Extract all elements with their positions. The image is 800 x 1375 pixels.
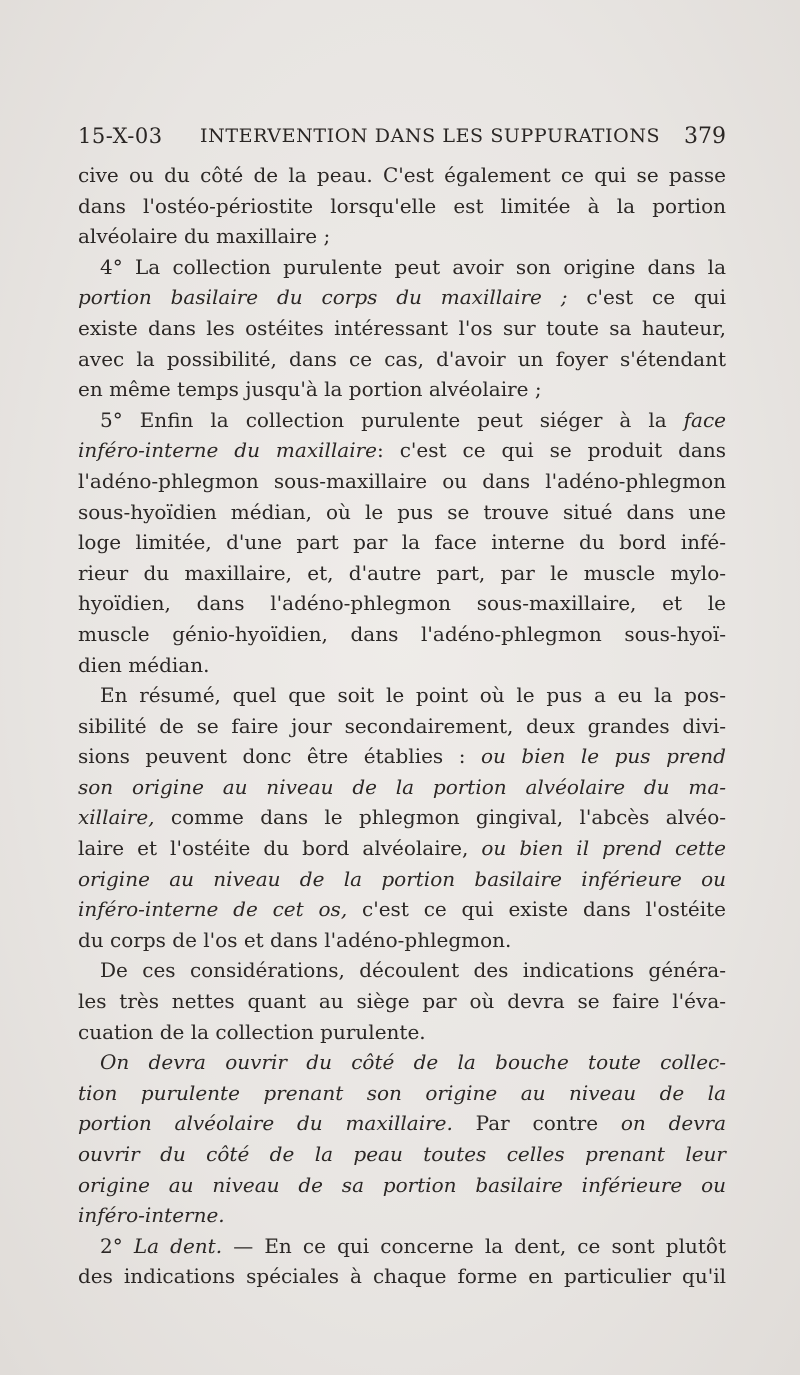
- text-line: des indications spéciales à chaque forme en particulier qu'il: [78, 1264, 726, 1289]
- italic-span: origine au niveau de sa portion basilaire inférieure ou: [78, 1172, 726, 1197]
- text-line: [78, 1108, 726, 1139]
- signature-mark: 15-X-03: [78, 124, 163, 148]
- italic-span: inféro-interne de cet os,: [78, 897, 348, 922]
- roman-span: laire et l'ostéite du bord alvéolaire,: [78, 836, 482, 861]
- text-line: [78, 282, 726, 313]
- text-line: [78, 1170, 726, 1201]
- text-line: [78, 833, 726, 864]
- roman-span: — En ce qui concerne la dent, ce sont plutôt: [222, 1233, 726, 1258]
- italic-span: inféro-interne.: [78, 1203, 225, 1228]
- text-line: existe dans les ostéites intéressant l'os sur toute sa hauteur,: [78, 315, 726, 340]
- text-line: [78, 1231, 726, 1262]
- roman-span: 2°: [100, 1233, 134, 1258]
- roman-span: c'est ce qui: [567, 285, 726, 310]
- text-line: avec la possibilité, dans ce cas, d'avoir un foyer s'étendant: [78, 346, 726, 371]
- text-line: sibilité de se faire jour secondairement, deux grandes divi-: [78, 713, 726, 738]
- text-line: 4° La collection purulente peut avoir son origine dans la: [100, 254, 726, 279]
- text-line: dien médian.: [78, 652, 210, 677]
- text-line: De ces considérations, découlent des indications généra-: [100, 958, 726, 983]
- text-line: cuation de la collection purulente.: [78, 1019, 426, 1044]
- text-line: [78, 1078, 726, 1109]
- text-line: loge limitée, d'une part par la face interne du bord infé-: [78, 530, 726, 555]
- running-header: [78, 124, 726, 160]
- text-line: [78, 1200, 726, 1231]
- roman-span: comme dans le phlegmon gingival, l'abcès alvéo-: [154, 805, 726, 830]
- roman-span: Par contre: [452, 1111, 621, 1136]
- roman-span: sions peuvent donc être établies :: [78, 744, 481, 769]
- text-line: [78, 1139, 726, 1170]
- text-line: [78, 894, 726, 925]
- text-line: [78, 405, 726, 436]
- roman-span: c'est ce qui existe dans l'ostéite: [347, 897, 727, 922]
- text-line: [78, 864, 726, 895]
- text-line: En résumé, quel que soit le point où le pus a eu la pos-: [100, 683, 726, 708]
- roman-span: : c'est ce qui se produit dans: [377, 438, 726, 463]
- italic-span: On devra ouvrir du côté de la bouche toute collec-: [100, 1050, 726, 1075]
- italic-span: ouvrir du côté de la peau toutes celles prenant leur: [78, 1142, 726, 1166]
- italic-span: ou bien il prend cette: [481, 836, 726, 861]
- roman-span: 5° Enfin la collection purulente peut siéger à la: [100, 407, 684, 432]
- text-line: en même temps jusqu'à la portion alvéolaire ;: [78, 377, 542, 402]
- text-line: du corps de l'os et dans l'adéno-phlegmon.: [78, 927, 512, 952]
- text-line: cive ou du côté de la peau. C'est également ce qui se passe: [78, 163, 726, 187]
- italic-span: origine au niveau de la portion basilaire inférieure ou: [78, 866, 726, 891]
- italic-span: xillaire,: [78, 805, 155, 830]
- italic-span: son origine au niveau de la portion alvéolaire du ma-: [78, 774, 726, 799]
- text-line: rieur du maxillaire, et, d'autre part, par le muscle mylo-: [78, 560, 726, 585]
- italic-span: tion purulente prenant son origine au niveau de la: [78, 1080, 726, 1105]
- page-number: 379: [684, 124, 726, 149]
- text-line: [78, 435, 726, 466]
- body-text: [78, 160, 726, 1292]
- text-line: hyoïdien, dans l'adéno-phlegmon sous-maxillaire, et le: [78, 591, 726, 616]
- italic-span: La dent.: [133, 1233, 223, 1258]
- italic-span: ou bien le pus prend: [480, 744, 726, 769]
- italic-span: on devra: [620, 1111, 726, 1136]
- italic-span: inféro-interne du maxillaire: [78, 438, 377, 463]
- italic-span: face: [683, 407, 726, 432]
- running-title: INTERVENTION DANS LES SUPPURATIONS: [200, 125, 661, 147]
- text-line: l'adéno-phlegmon sous-maxillaire ou dans l'adéno-phlegmon: [78, 468, 726, 493]
- text-line: [78, 741, 726, 772]
- text-line: [78, 802, 726, 833]
- text-line: dans l'ostéo-périostite lorsqu'elle est limitée à la portion: [78, 193, 726, 218]
- text-line: [78, 772, 726, 803]
- text-line: les très nettes quant au siège par où devra se faire l'éva-: [78, 989, 726, 1014]
- text-line: [78, 1047, 726, 1078]
- italic-span: portion basilaire du corps du maxillaire ;: [78, 285, 568, 310]
- text-line: sous-hyoïdien médian, où le pus se trouve situé dans une: [78, 499, 726, 524]
- italic-span: portion alvéolaire du maxillaire.: [78, 1111, 453, 1136]
- text-line: muscle génio-hyoïdien, dans l'adéno-phlegmon sous-hyoï-: [78, 621, 726, 646]
- text-line: alvéolaire du maxillaire ;: [78, 224, 331, 249]
